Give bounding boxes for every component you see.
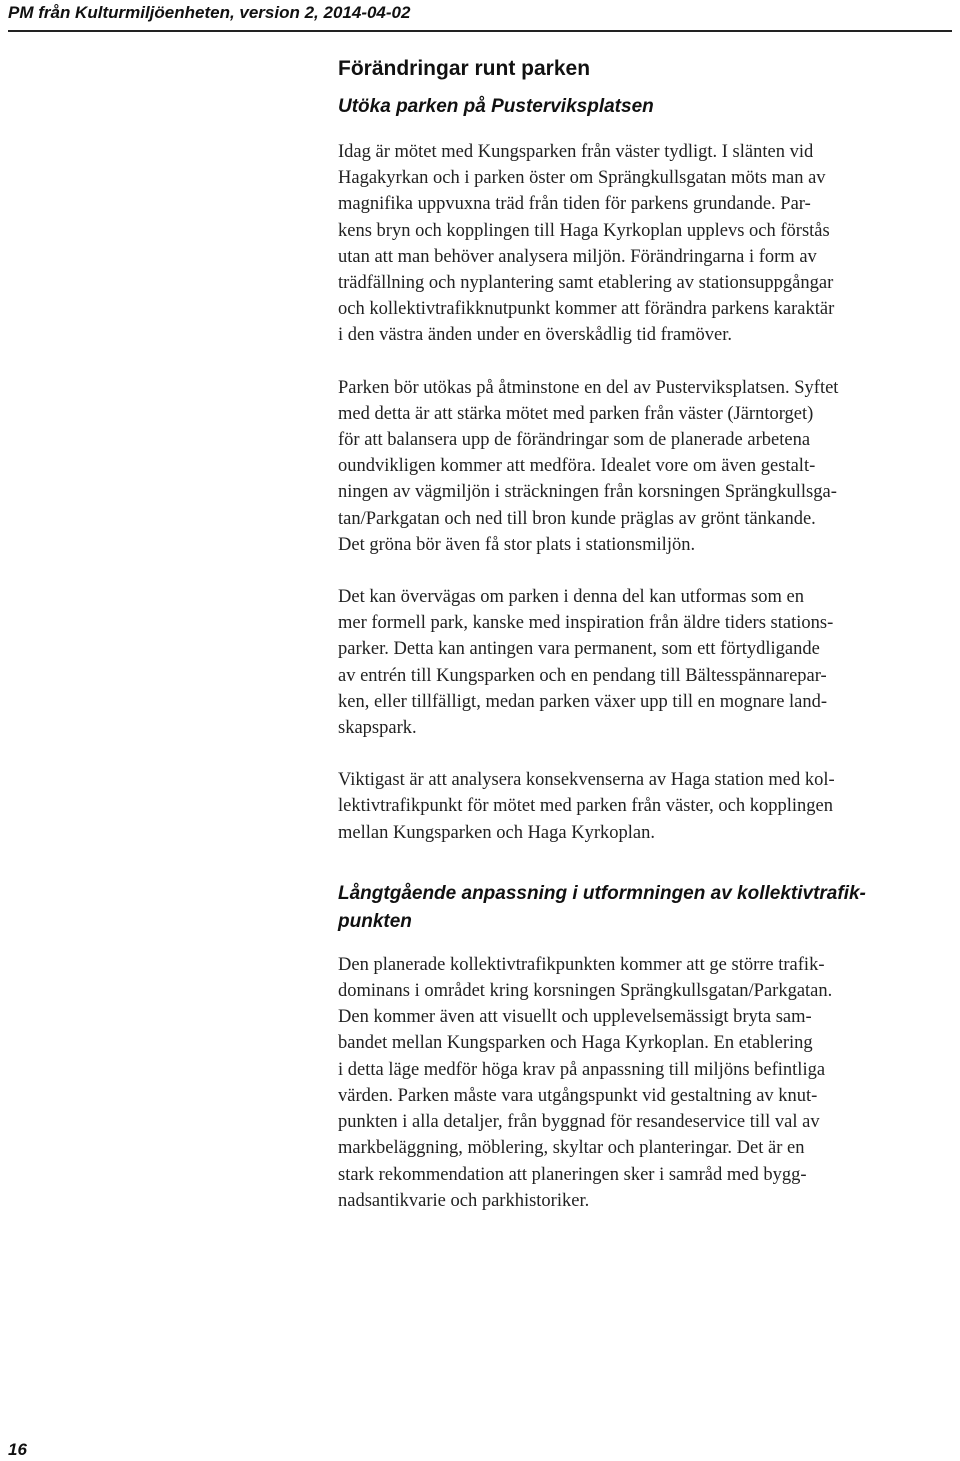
text-line: Det gröna bör även få stor plats i stationsmiljön. (338, 534, 696, 555)
running-title: PM från Kulturmiljöenheten, version 2, 2014-04-02 (8, 3, 411, 22)
main-content (338, 55, 938, 1214)
text-line: Den kommer även att visuellt och upplevelsemässigt bryta sam- (338, 1007, 812, 1028)
section-title: Förändringar runt parken (338, 57, 591, 80)
text-line: stark rekommendation att planeringen sker i samråd med bygg- (338, 1164, 807, 1185)
text-line: i detta läge medför höga krav på anpassning till miljöns befintliga (338, 1059, 826, 1080)
paragraph (338, 952, 938, 1214)
paragraph (338, 375, 938, 558)
paragraph (338, 139, 938, 349)
text-line: Parken bör utökas på åtminstone en del av Pusterviksplatsen. Syftet (338, 377, 839, 398)
subsection-title: Utöka parken på Pusterviksplatsen (338, 96, 654, 117)
text-line: utan att man behöver analysera miljön. Förändringarna i form av (338, 246, 817, 267)
text-line: i den västra änden under en överskådlig tid framöver. (338, 325, 733, 346)
text-line: med detta är att stärka mötet med parken från väster (Järntorget) (338, 403, 814, 424)
paragraph (338, 584, 938, 741)
text-line: oundvikligen kommer att medföra. Idealet vore om även gestalt- (338, 456, 816, 477)
text-line: trädfällning och nyplantering samt etablering av stationsuppgångar (338, 273, 834, 294)
text-line: tan/Parkgatan och ned till bron kunde präglas av grönt tänkande. (338, 508, 816, 529)
running-header (8, 0, 952, 32)
text-line: mer formell park, kanske med inspiration från äldre tiders stations- (338, 613, 834, 634)
text-line: Det kan övervägas om parken i denna del kan utformas som en (338, 587, 804, 608)
paragraph (338, 767, 938, 846)
text-line: nadsantikvarie och parkhistoriker. (338, 1190, 590, 1211)
text-line: och kollektivtrafikknutpunkt kommer att förändra parkens karaktär (338, 299, 835, 320)
text-line: mellan Kungsparken och Haga Kyrkoplan. (338, 822, 655, 843)
text-line: värden. Parken måste vara utgångspunkt vid gestaltning av knut- (338, 1085, 818, 1106)
text-line: bandet mellan Kungsparken och Haga Kyrkoplan. En etablering (338, 1033, 813, 1054)
subsection-title (338, 880, 938, 936)
text-line: markbeläggning, möblering, skyltar och planteringar. Det är en (338, 1138, 805, 1159)
text-line: skapspark. (338, 718, 417, 739)
text-line: kens bryn och kopplingen till Haga Kyrkoplan upplevs och förstås (338, 220, 830, 241)
text-line: magnifika uppvuxna träd från tiden för parkens grundande. Par- (338, 194, 811, 215)
text-line: Den planerade kollektivtrafikpunkten kommer att ge större trafik- (338, 954, 825, 975)
text-line: dominans i området kring korsningen Sprängkullsgatan/Parkgatan. (338, 981, 833, 1002)
text-line: ningen av vägmiljön i sträckningen från korsningen Sprängkullsga- (338, 482, 837, 503)
text-line: av entrén till Kungsparken och en pendang till Bältesspännarepar- (338, 665, 827, 686)
text-line: parker. Detta kan antingen vara permanent, som ett förtydligande (338, 639, 820, 660)
subsection-title-line: Långtgående anpassning i utformningen av kollektivtrafik- (338, 882, 866, 904)
text-line: Idag är mötet med Kungsparken från väster tydligt. I slänten vid (338, 142, 814, 162)
text-line: Hagakyrkan och i parken öster om Sprängkullsgatan möts man av (338, 168, 826, 189)
page-number: 16 (8, 1440, 27, 1459)
subsection-title-line: punkten (338, 910, 412, 932)
text-line: punkten i alla detaljer, från byggnad för resandeservice till val av (338, 1112, 820, 1133)
text-line: Viktigast är att analysera konsekvenserna av Haga station med kol- (338, 770, 835, 791)
text-line: ken, eller tillfälligt, medan parken växer upp till en mognare land- (338, 691, 828, 712)
text-line: lektivtrafikpunkt för mötet med parken från väster, och kopplingen (338, 796, 834, 817)
text-line: för att balansera upp de förändringar som de planerade arbetena (338, 430, 811, 451)
